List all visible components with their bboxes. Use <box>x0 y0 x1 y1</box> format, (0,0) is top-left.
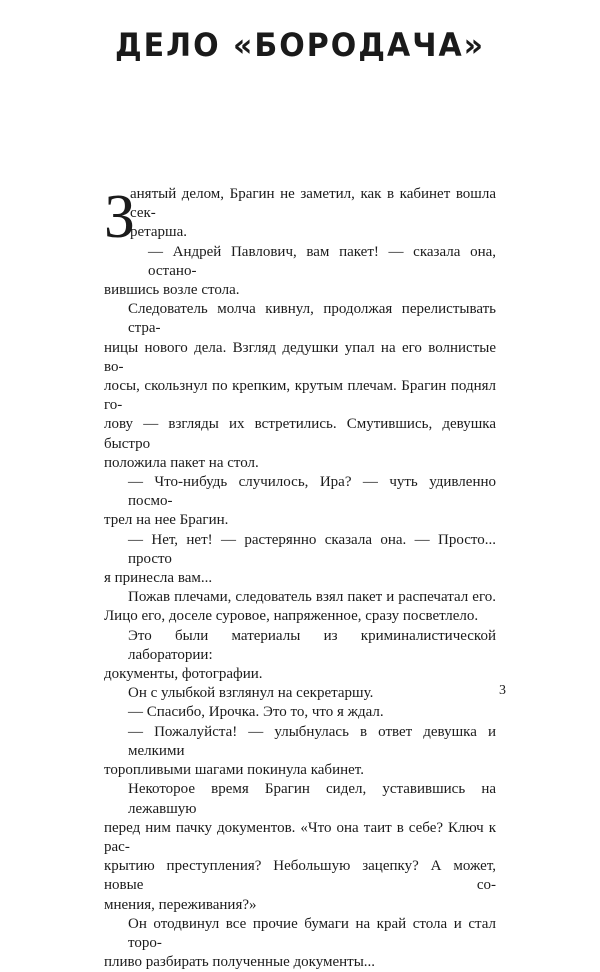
drop-cap-letter: З <box>104 183 136 251</box>
text-line: мнения, переживания?» <box>104 896 257 913</box>
text-line: Следователь молча кивнул, продолжая перелистывать стра- <box>128 301 496 337</box>
text-line: торопливыми шагами покинула кабинет. <box>104 762 364 779</box>
chapter-text <box>104 185 496 972</box>
text-line: лосы, скользнул по крепким, крутым плечам. Брагин поднял го- <box>104 378 496 414</box>
text-line: Некоторое время Брагин сидел, уставившись на лежавшую <box>128 781 496 817</box>
text-line: Это были материалы из криминалистической лаборатории: <box>128 627 496 663</box>
text-line: ницы нового дела. Взгляд дедушки упал на его волнистые во- <box>104 339 496 375</box>
text-line: документы, фотографии. <box>104 666 263 683</box>
text-line: лову — взгляды их встретились. Смутившись, девушка быстро <box>104 416 496 452</box>
text-line: — Спасибо, Ирочка. Это то, что я ждал. <box>128 704 384 721</box>
page-number: 3 <box>499 683 506 698</box>
text-line: — Пожалуйста! — улыбнулась в ответ девушка и мелкими <box>128 723 496 759</box>
text-line: Лицо его, доселе суровое, напряженное, сразу посветлело. <box>104 608 479 625</box>
text-line: Пожав плечами, следователь взял пакет и распечатал его. <box>128 589 496 606</box>
text-line: крытию преступления? Небольшую зацепку? А может, новые со- <box>104 858 496 894</box>
text-line: — Что-нибудь случилось, Ира? — чуть удивленно посмо- <box>128 474 496 510</box>
text-line: положила пакет на стол. <box>104 454 259 471</box>
text-line: — Нет, нет! — растерянно сказала она. — Просто... просто <box>128 531 496 567</box>
text-line: Он отодвинул все прочие бумаги на край стола и стал торо- <box>128 915 496 951</box>
text-line: перед ним пачку документов. «Что она таит в себе? Ключ к рас- <box>104 819 496 855</box>
chapter-title: ДЕЛО «БОРОДАЧА» <box>114 26 486 65</box>
text-line: анятый делом, Брагин не заметил, как в кабинет вошла сек- <box>130 186 496 222</box>
text-line: Он с улыбкой взглянул на секретаршу. <box>128 685 374 702</box>
text-line: пливо разбирать полученные документы... <box>104 954 376 971</box>
text-line: я принесла вам... <box>104 570 213 587</box>
text-line: ретарша. <box>130 224 188 241</box>
text-line: трел на нее Брагин. <box>104 512 229 529</box>
text-line: — Андрей Павлович, вам пакет! — сказала она, остано- <box>148 243 496 279</box>
text-line: вившись возле стола. <box>104 282 240 299</box>
